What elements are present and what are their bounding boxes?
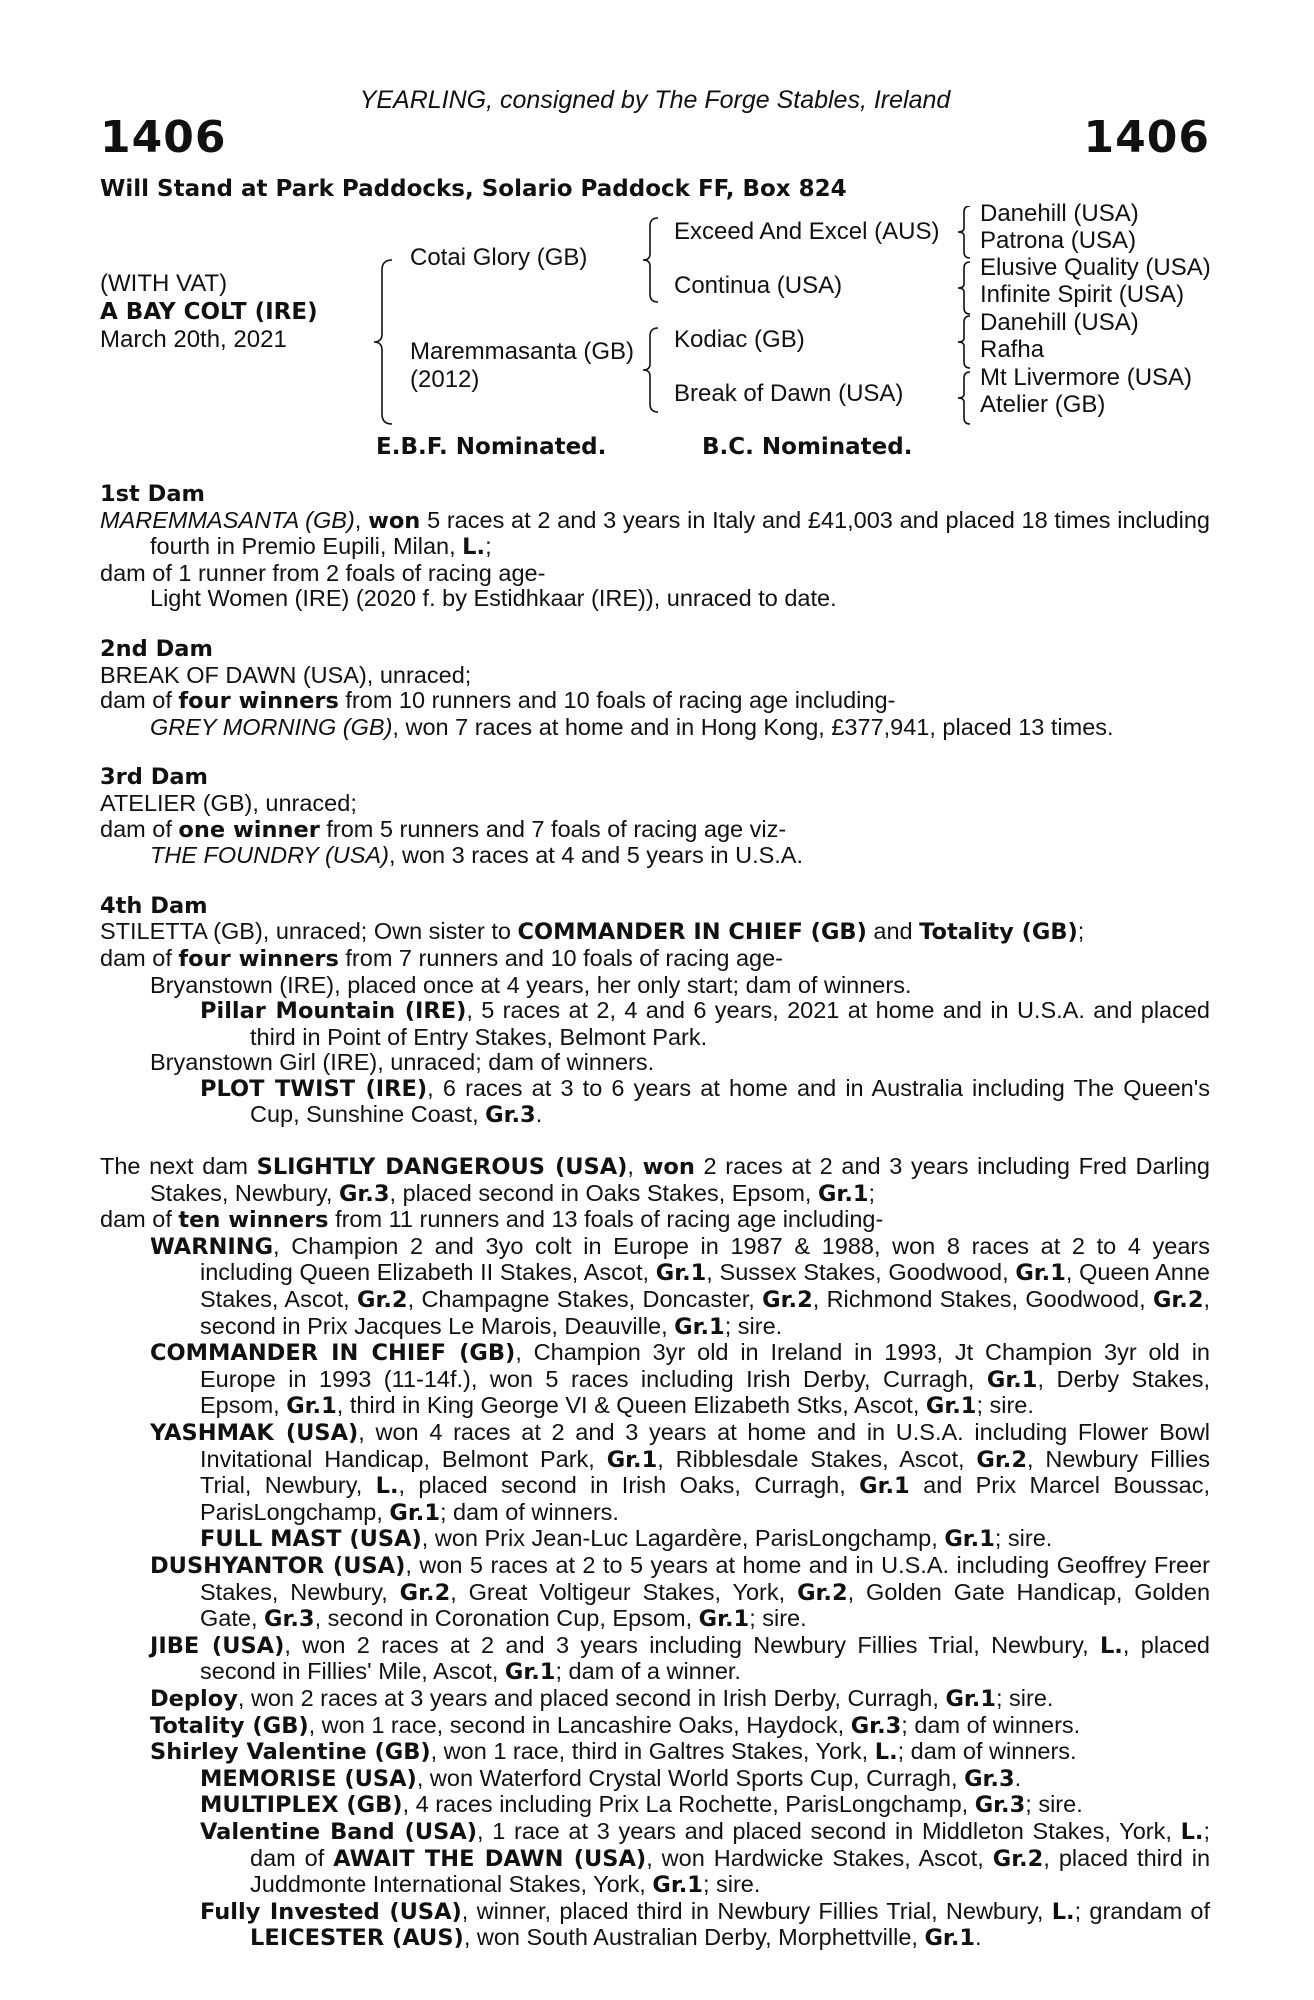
produce-jibe: JIBE (USA), won 2 races at 2 and 3 years including Newbury Fillies Trial, Newbury, L., placed second in Fillies' Mile, Ascot, Gr.1; dam of a winner. bbox=[150, 1631, 1210, 1686]
third-dam-winner: THE FOUNDRY (USA), won 3 races at 4 and 5 years in U.S.A. bbox=[150, 842, 804, 869]
first-dam-foal: Light Women (IRE) (2020 f. by Estidhkaar (IRE)), unraced to date. bbox=[150, 585, 837, 612]
dam: Maremmasanta (GB) bbox=[410, 338, 635, 365]
foaling-date: March 20th, 2021 bbox=[100, 326, 287, 353]
vat-note: (WITH VAT) bbox=[100, 270, 228, 297]
produce-dushyantor: DUSHYANTOR (USA), won 5 races at 2 to 5 years at home and in U.S.A. including Geoffrey Freer Stakes, Newbury, Gr.2, Great Voltigeur Stakes, York, Gr.2, Golden Gate Handicap, Golden Gate, Gr.3, second in Coronation Cup, Epsom, Gr.1; sire. bbox=[150, 1551, 1211, 1633]
first-dam-heading: 1st Dam bbox=[100, 481, 205, 507]
lot-number-right: 1406 bbox=[1083, 112, 1210, 163]
produce-memorise: MEMORISE (USA), won Waterford Crystal World Sports Cup, Curragh, Gr.3. bbox=[200, 1764, 1022, 1792]
dam-year: (2012) bbox=[410, 366, 480, 393]
sd-sire: Elusive Quality (USA) bbox=[980, 254, 1211, 281]
second-dam-heading: 2nd Dam bbox=[100, 635, 213, 662]
produce-yashmak: YASHMAK (USA), won 4 races at 2 and 3 years at home and in U.S.A. including Flower Bowl Invitational Handicap, Belmont Park, Gr.1, Ribblesdale Stakes, Ascot, Gr.2, Newbury Fillies Trial, Newbury, L., placed second in Irish Oaks, Curragh, Gr.1 and Prix Marcel Boussac, ParisLongchamp, Gr.1; dam of winners. bbox=[150, 1419, 1211, 1526]
first-dam-produce: dam of 1 runner from 2 foals of racing age- bbox=[100, 559, 546, 586]
consignment-line: YEARLING, consigned by The Forge Stables, Ireland bbox=[359, 86, 951, 114]
third-dam-entry: ATELIER (GB), unraced; bbox=[100, 789, 357, 816]
dd-dam: Atelier (GB) bbox=[980, 391, 1106, 418]
produce-full-mast: FULL MAST (USA), won Prix Jean-Luc Lagardère, ParisLongchamp, Gr.1; sire. bbox=[200, 1525, 1053, 1553]
dam-dam: Break of Dawn (USA) bbox=[674, 380, 904, 407]
first-dam-entry: MAREMMASANTA (GB), won 5 races at 2 and 3 years in Italy and £41,003 and placed 18 times including fourth in Premio Eupili, Milan, L.; bbox=[100, 506, 1210, 561]
produce-fully-invested: Fully Invested (USA), winner, placed third in Newbury Fillies Trial, Newbury, L.; grandam of LEICESTER (AUS), won South Australian Derby, Morphettville, Gr.1. bbox=[200, 1897, 1211, 1952]
fourth-dam-grandfoal-2: PLOT TWIST (IRE), 6 races at 3 to 6 years at home and in Australia including The Queen's Cup, Sunshine Coast, Gr.3. bbox=[200, 1074, 1210, 1129]
second-dam-entry: BREAK OF DAWN (USA), unraced; bbox=[100, 661, 472, 688]
bc-nominated: B.C. Nominated. bbox=[702, 434, 913, 460]
sire-dam: Continua (USA) bbox=[674, 272, 843, 299]
sire: Cotai Glory (GB) bbox=[410, 244, 588, 271]
dd-sire: Mt Livermore (USA) bbox=[980, 364, 1193, 391]
ss-dam: Patrona (USA) bbox=[980, 227, 1137, 254]
produce-totality: Totality (GB), won 1 race, second in Lancashire Oaks, Haydock, Gr.3; dam of winners. bbox=[150, 1711, 1081, 1739]
lot-number-left: 1406 bbox=[100, 112, 227, 163]
sire-sire: Exceed And Excel (AUS) bbox=[674, 218, 940, 245]
produce-commander-in-chief: COMMANDER IN CHIEF (GB), Champion 3yr old in Ireland in 1993, Jt Champion 3yr old in Europe in 1993 (11-14f.), won 5 races including Irish Derby, Curragh, Gr.1, Derby Stakes, Epsom, Gr.1, third in King George VI & Queen Elizabeth Stks, Ascot, Gr.1; sire. bbox=[150, 1339, 1211, 1420]
second-dam-produce: dam of four winners from 10 runners and 10 foals of racing age including- bbox=[100, 687, 896, 715]
ss-sire: Danehill (USA) bbox=[980, 200, 1139, 227]
produce-deploy: Deploy, won 2 races at 3 years and placed second in Irish Derby, Curragh, Gr.1; sire. bbox=[150, 1684, 1054, 1712]
ebf-nominated: E.B.F. Nominated. bbox=[376, 434, 607, 460]
stand-location: Will Stand at Park Paddocks, Solario Paddock FF, Box 824 bbox=[100, 176, 847, 202]
pedigree-table bbox=[100, 200, 1211, 434]
produce-warning: WARNING, Champion 2 and 3yo colt in Europe in 1987 & 1988, won 8 races at 2 to 4 years including Queen Elizabeth II Stakes, Ascot, Gr.1, Sussex Stakes, Goodwood, Gr.1, Queen Anne Stakes, Ascot, Gr.2, Champagne Stakes, Doncaster, Gr.2, Richmond Stakes, Goodwood, Gr.2, second in Prix Jacques Le Marois, Deauville, Gr.1; sire. bbox=[150, 1232, 1211, 1340]
ds-dam: Rafha bbox=[980, 336, 1045, 363]
produce-shirley-valentine: Shirley Valentine (GB), won 1 race, third in Galtres Stakes, York, L.; dam of winners. bbox=[150, 1738, 1077, 1766]
produce-multiplex: MULTIPLEX (GB), 4 races including Prix La Rochette, ParisLongchamp, Gr.3; sire. bbox=[200, 1791, 1083, 1819]
next-dam-entry: The next dam SLIGHTLY DANGEROUS (USA), won 2 races at 2 and 3 years including Fred Darling Stakes, Newbury, Gr.3, placed second in Oaks Stakes, Epsom, Gr.1; bbox=[100, 1153, 1211, 1207]
produce-valentine-band: Valentine Band (USA), 1 race at 3 years and placed second in Middleton Stakes, York, L.; dam of AWAIT THE DAWN (USA), won Hardwicke Stakes, Ascot, Gr.2, placed third in Juddmonte International Stakes, York, Gr.1; sire. bbox=[200, 1817, 1211, 1899]
ds-sire: Danehill (USA) bbox=[980, 309, 1139, 336]
second-dam-winner: GREY MORNING (GB), won 7 races at home and in Hong Kong, £377,941, placed 13 times. bbox=[150, 713, 1114, 740]
fourth-dam-foal-1: Bryanstown (IRE), placed once at 4 years, her only start; dam of winners. bbox=[150, 971, 912, 998]
fourth-dam-heading: 4th Dam bbox=[100, 892, 208, 919]
next-dam-produce: dam of ten winners from 11 runners and 13 foals of racing age including- bbox=[100, 1206, 884, 1234]
fourth-dam-foal-2: Bryanstown Girl (IRE), unraced; dam of winners. bbox=[150, 1049, 655, 1076]
fourth-dam-entry: STILETTA (GB), unraced; Own sister to COMMANDER IN CHIEF (GB) and Totality (GB); bbox=[100, 918, 1085, 946]
fourth-dam-produce: dam of four winners from 7 runners and 10 foals of racing age- bbox=[100, 944, 783, 972]
third-dam-produce: dam of one winner from 5 runners and 7 foals of racing age viz- bbox=[100, 815, 787, 843]
dam-sire: Kodiac (GB) bbox=[674, 326, 805, 353]
fourth-dam-grandfoal-1: Pillar Mountain (IRE), 5 races at 2, 4 and 6 years, 2021 at home and in U.S.A. and placed third in Point of Entry Stakes, Belmont Park. bbox=[200, 997, 1210, 1050]
sd-dam: Infinite Spirit (USA) bbox=[980, 281, 1185, 308]
third-dam-heading: 3rd Dam bbox=[100, 764, 208, 791]
horse-name: A BAY COLT (IRE) bbox=[100, 299, 318, 325]
dam-line bbox=[100, 482, 1210, 1952]
